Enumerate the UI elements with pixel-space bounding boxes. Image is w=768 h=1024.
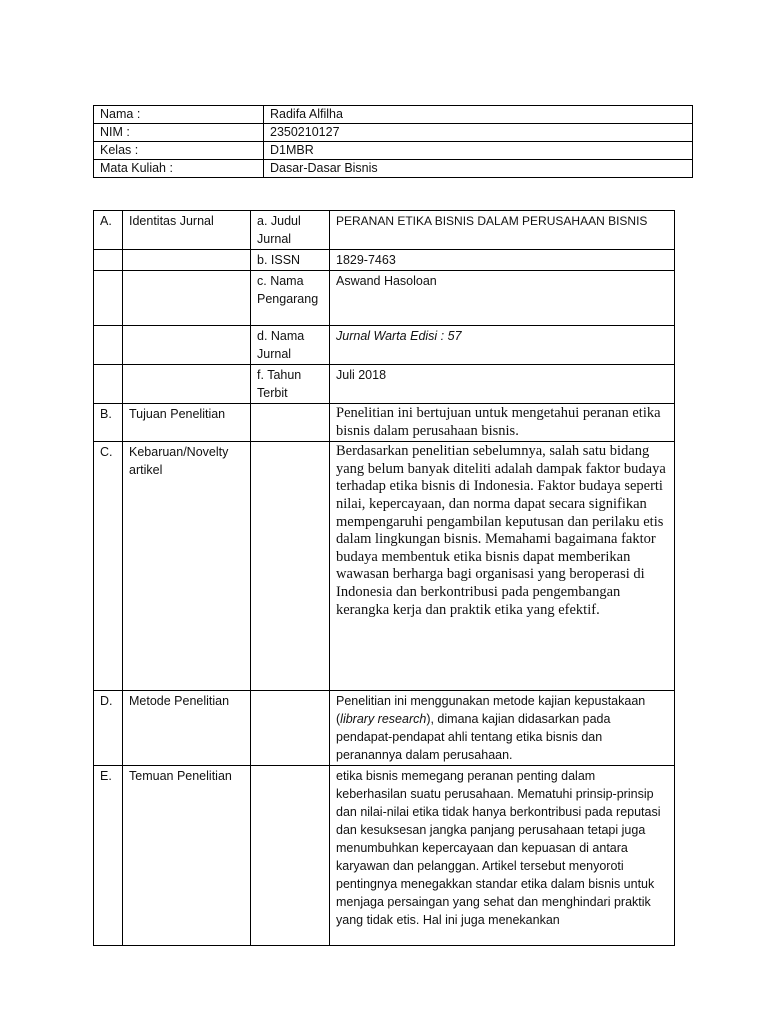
section-text: Penelitian ini bertujuan untuk mengetahui peranan etika bisnis dalam perusahaan bisnis. — [330, 404, 675, 442]
field-label: c. Nama Pengarang — [251, 271, 330, 326]
text-part: Penelitian ini menggunakan metode kajian kepustakaan ( — [336, 694, 646, 727]
field-value: PERANAN ETIKA BISNIS DALAM PERUSAHAAN BISNIS — [330, 211, 675, 250]
row-tahun-terbit — [94, 365, 675, 404]
info-value: 2350210127 — [264, 124, 693, 142]
section-text: etika bisnis memegang peranan penting dalam keberhasilan suatu perusahaan. Mematuhi prinsip-prinsip dan nilai-nilai etika tidak hanya berkontribusi pada reputasi dan kesuksesan jangka panjang perusahaan tetapi juga menumbuhkan kepercayaan dan kepuasan di antara karyawan dan pelanggan. Artikel tersebut menyoroti pentingnya menegakkan standar etika dalam bisnis untuk menjaga persaingan yang sehat dan menghindari praktik yang tidak etis. Hal ini juga menekankan — [330, 766, 675, 946]
empty-cell — [251, 442, 330, 691]
field-label: b. ISSN — [251, 250, 330, 271]
section-label: Identitas Jurnal — [123, 211, 251, 250]
text-italic: library research — [340, 712, 427, 727]
section-code: A. — [94, 211, 123, 250]
info-value: Radifa Alfilha — [264, 106, 693, 124]
row-kebaruan — [94, 442, 675, 691]
empty-cell — [251, 691, 330, 766]
info-row-kelas — [94, 142, 693, 160]
row-nama-pengarang — [94, 271, 675, 326]
empty-cell — [94, 365, 123, 404]
info-value: Dasar-Dasar Bisnis — [264, 160, 693, 178]
section-label: Kebaruan/Novelty artikel — [123, 442, 251, 691]
section-text: Berdasarkan penelitian sebelumnya, salah satu bidang yang belum banyak diteliti adalah dampak faktor budaya terhadap etika bisnis di Indonesia. Faktor budaya seperti nilai, kepercayaan, dan norma dapat secara signifikan mempengaruhi pengambilan keputusan dan perilaku etis dalam lingkungan bisnis. Memahami bagaimana faktor budaya membentuk etika bisnis dapat memberikan wawasan berharga bagi organisasi yang beroperasi di Indonesia dan berkontribusi pada pengembangan kerangka kerja dan praktik etika yang efektif. — [330, 442, 675, 691]
empty-cell — [94, 326, 123, 365]
section-code: E. — [94, 766, 123, 946]
empty-cell — [123, 250, 251, 271]
field-value: Jurnal Warta Edisi : 57 — [330, 326, 675, 365]
section-code: B. — [94, 404, 123, 442]
info-label: Nama : — [94, 106, 264, 124]
field-value: Juli 2018 — [330, 365, 675, 404]
empty-cell — [251, 766, 330, 946]
empty-cell — [94, 250, 123, 271]
section-label: Tujuan Penelitian — [123, 404, 251, 442]
field-label: f. Tahun Terbit — [251, 365, 330, 404]
section-code: C. — [94, 442, 123, 691]
row-tujuan-penelitian — [94, 404, 675, 442]
info-row-nim — [94, 124, 693, 142]
info-row-nama — [94, 106, 693, 124]
empty-cell — [123, 365, 251, 404]
empty-cell — [123, 271, 251, 326]
row-temuan-penelitian — [94, 766, 675, 946]
empty-cell — [251, 404, 330, 442]
row-issn — [94, 250, 675, 271]
info-label: NIM : — [94, 124, 264, 142]
field-value: 1829-7463 — [330, 250, 675, 271]
info-label: Kelas : — [94, 142, 264, 160]
journal-review-table — [93, 210, 675, 946]
row-judul-jurnal — [94, 211, 675, 250]
section-code: D. — [94, 691, 123, 766]
row-nama-jurnal — [94, 326, 675, 365]
section-label: Metode Penelitian — [123, 691, 251, 766]
field-value: Aswand Hasoloan — [330, 271, 675, 326]
student-info-table — [93, 105, 693, 178]
info-value: D1MBR — [264, 142, 693, 160]
info-row-mata-kuliah — [94, 160, 693, 178]
field-label: a. Judul Jurnal — [251, 211, 330, 250]
section-label: Temuan Penelitian — [123, 766, 251, 946]
text-part: ), dimana kajian didasarkan pada pendapat-pendapat ahli tentang etika bisnis dan peranannya dalam perusahaan. — [336, 712, 611, 763]
section-text — [330, 691, 675, 766]
info-label: Mata Kuliah : — [94, 160, 264, 178]
empty-cell — [94, 271, 123, 326]
row-metode-penelitian — [94, 691, 675, 766]
empty-cell — [123, 326, 251, 365]
field-label: d. Nama Jurnal — [251, 326, 330, 365]
